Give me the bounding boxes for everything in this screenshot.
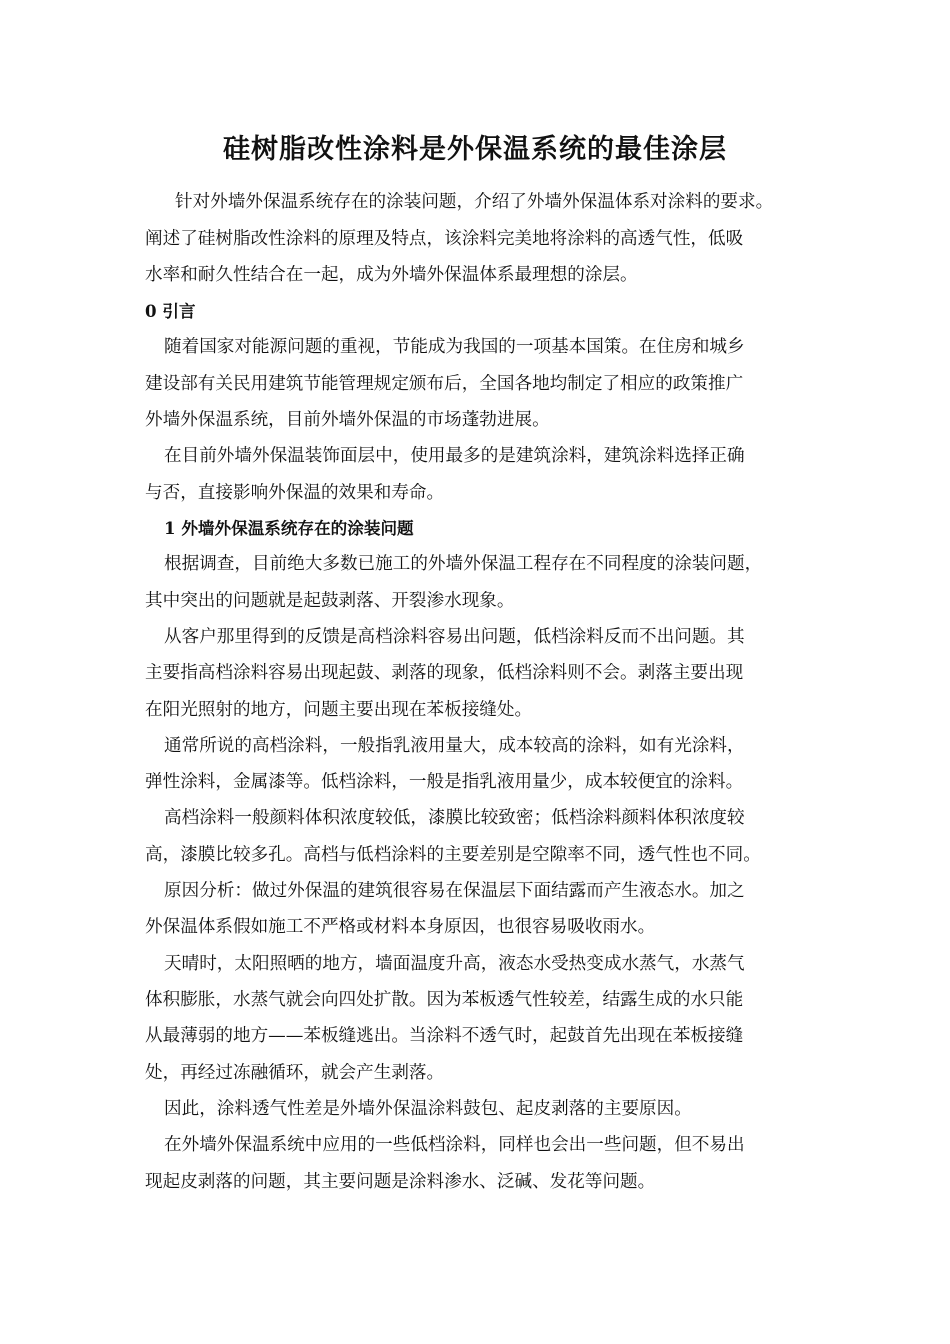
paragraph-line: 高，漆膜比较多孔。高档与低档涂料的主要差别是空隙率不同，透气性也不同。 [145,845,761,865]
paragraph-line: 与否，直接影响外保温的效果和寿命。 [145,483,445,503]
section-heading-intro: 0 引言 [145,301,196,321]
abstract-line: 水率和耐久性结合在一起，成为外墙外保温体系最理想的涂层。 [145,265,638,285]
paragraph-line: 体积膨胀，水蒸气就会向四处扩散。因为苯板透气性较差，结露生成的水只能 [145,990,744,1010]
paragraph-line: 处，再经过冻融循环，就会产生剥落。 [145,1063,445,1083]
paragraph-line: 通常所说的高档涂料，一般指乳液用量大，成本较高的涂料，如有光涂料， [164,736,745,756]
paragraph-line: 因此，涂料透气性差是外墙外保温涂料鼓包、起皮剥落的主要原因。 [164,1099,692,1119]
paragraph-line: 在阳光照射的地方，问题主要出现在苯板接缝处。 [145,700,533,720]
document-title: 硅树脂改性涂料是外保温系统的最佳涂层 [223,134,727,165]
paragraph-line: 从最薄弱的地方——苯板缝逃出。当涂料不透气时，起鼓首先出现在苯板接缝 [145,1026,744,1046]
paragraph-line: 随着国家对能源问题的重视，节能成为我国的一项基本国策。在住房和城乡 [164,337,745,357]
paragraph-line: 在外墙外保温系统中应用的一些低档涂料，同样也会出一些问题，但不易出 [164,1135,745,1155]
paragraph-line: 外墙外保温系统，目前外墙外保温的市场蓬勃进展。 [145,410,550,430]
paragraph-line: 天晴时，太阳照晒的地方，墙面温度升高，液态水受热变成水蒸气，水蒸气 [164,954,745,974]
abstract-line: 阐述了硅树脂改性涂料的原理及特点，该涂料完美地将涂料的高透气性，低吸 [145,229,744,249]
paragraph-line: 高档涂料一般颜料体积浓度较低，漆膜比较致密；低档涂料颜料体积浓度较 [164,808,745,828]
paragraph-line: 外保温体系假如施工不严格或材料本身原因，也很容易吸收雨水。 [145,917,656,937]
paragraph-line: 其中突出的问题就是起鼓剥落、开裂渗水现象。 [145,591,515,611]
paragraph-line: 建设部有关民用建筑节能管理规定颁布后，全国各地均制定了相应的政策推广 [145,374,744,394]
abstract-line: 针对外墙外保温系统存在的涂装问题，介绍了外墙外保温体系对涂料的要求。 [175,192,774,212]
paragraph-line: 弹性涂料，金属漆等。低档涂料，一般是指乳液用量少，成本较便宜的涂料。 [145,772,744,792]
paragraph-line: 原因分析：做过外保温的建筑很容易在保温层下面结露而产生液态水。加之 [164,881,745,901]
paragraph-line: 现起皮剥落的问题，其主要问题是涂料渗水、泛碱、发花等问题。 [145,1172,656,1192]
paragraph-line: 根据调查，目前绝大多数已施工的外墙外保温工程存在不同程度的涂装问题， [164,554,763,574]
paragraph-line: 从客户那里得到的反馈是高档涂料容易出问题，低档涂料反而不出问题。其 [164,627,745,647]
section-heading-1: 1 外墙外保温系统存在的涂装问题 [164,518,414,538]
paragraph-line: 在目前外墙外保温装饰面层中，使用最多的是建筑涂料，建筑涂料选择正确 [164,446,745,466]
paragraph-line: 主要指高档涂料容易出现起鼓、剥落的现象，低档涂料则不会。剥落主要出现 [145,663,744,683]
